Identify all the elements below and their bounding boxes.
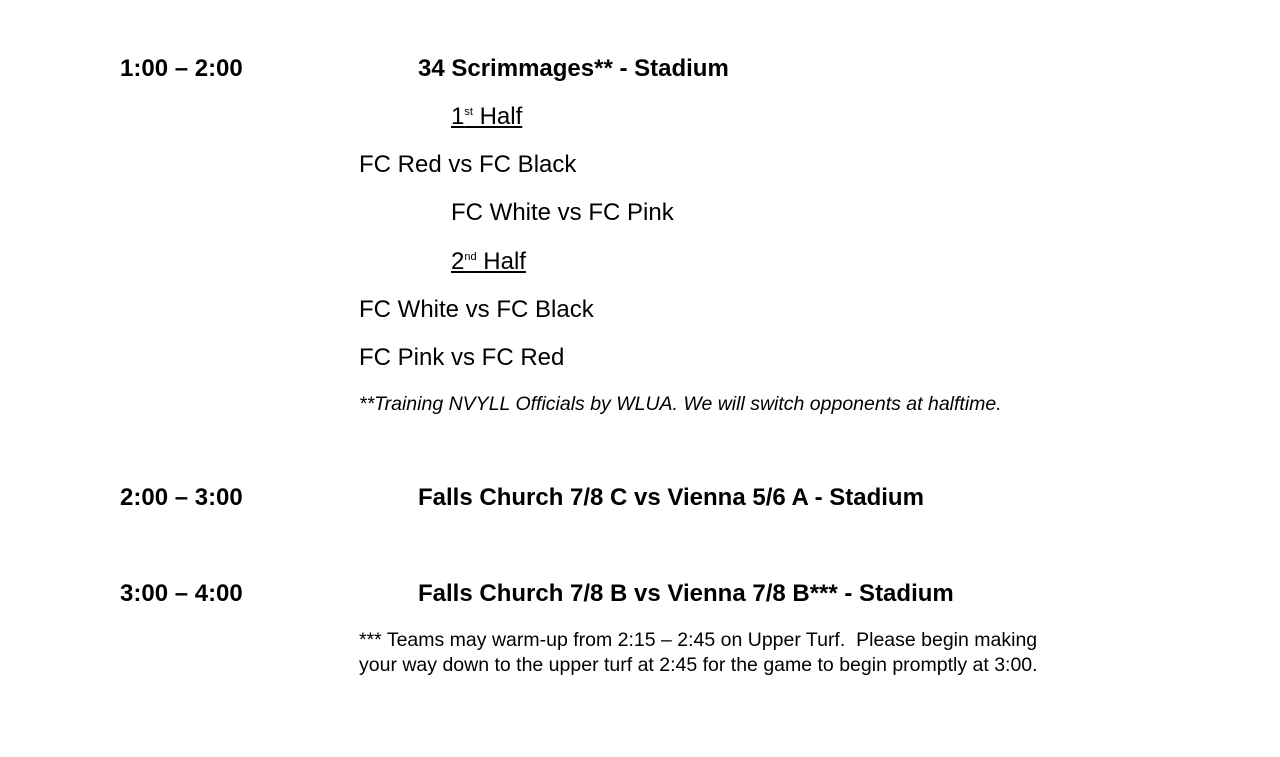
first-half-number: 1 <box>451 103 465 130</box>
time-slot-1: 1:00 – 2:00 <box>120 55 243 82</box>
event-title-scrimmages: 34 Scrimmages** - Stadium <box>418 55 729 82</box>
second-half-number: 2 <box>451 248 465 275</box>
first-half-ordinal: st <box>464 106 473 118</box>
officials-training-note: **Training NVYLL Officials by WLUA. We will switch opponents at halftime. <box>359 393 1002 415</box>
second-half-ordinal: nd <box>464 251 477 263</box>
time-slot-2: 2:00 – 3:00 <box>120 484 243 511</box>
match-white-vs-pink: FC White vs FC Pink <box>451 199 674 226</box>
second-half-label: Half <box>476 248 526 275</box>
time-slot-3: 3:00 – 4:00 <box>120 580 243 607</box>
second-half-heading <box>451 248 526 276</box>
match-pink-vs-red: FC Pink vs FC Red <box>359 344 565 371</box>
event-title-game-b: Falls Church 7/8 B vs Vienna 7/8 B*** - Stadium <box>418 580 954 607</box>
match-red-vs-black: FC Red vs FC Black <box>359 151 577 178</box>
match-white-vs-black: FC White vs FC Black <box>359 296 594 323</box>
warm-up-note <box>359 628 1038 678</box>
event-title-game-c: Falls Church 7/8 C vs Vienna 5/6 A - Stadium <box>418 484 924 511</box>
warm-up-note-line-1: *** Teams may warm-up from 2:15 – 2:45 on Upper Turf. Please begin making <box>359 629 1038 651</box>
warm-up-note-line-2: your way down to the upper turf at 2:45 for the game to begin promptly at 3:00. <box>359 654 1038 676</box>
first-half-label: Half <box>472 103 523 130</box>
first-half-heading <box>451 103 522 131</box>
